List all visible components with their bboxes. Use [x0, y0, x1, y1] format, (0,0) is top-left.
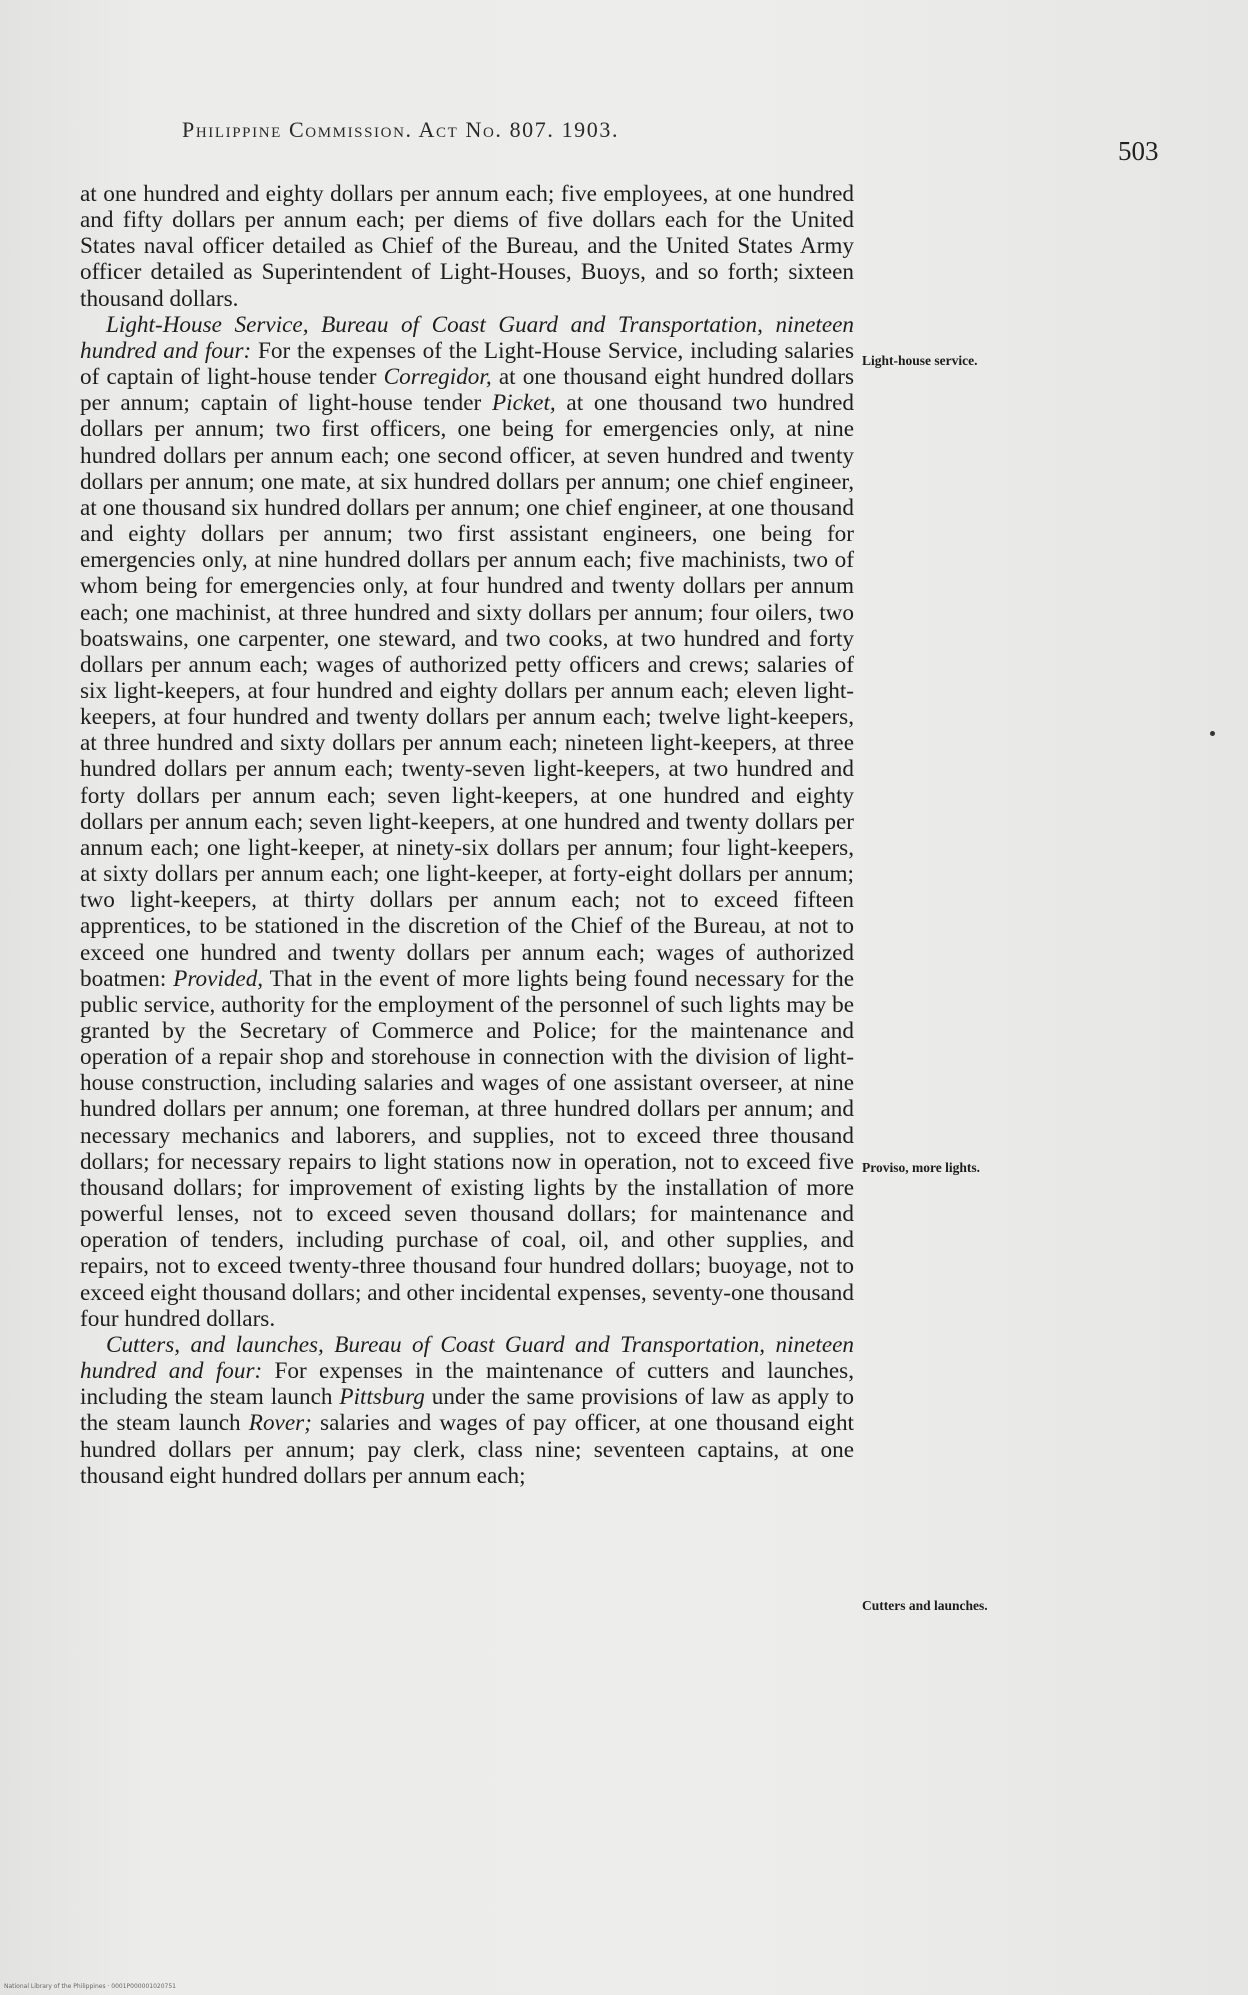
paragraph-text: For the expenses of the Light-House Service, including salaries of captain of light-house tender [80, 337, 854, 391]
paragraph-text: at one hundred and eighty dollars per annum each; five employees, at one hundred and fifty dollars per annum each; per diems of five dollars each for the United States naval officer detailed as Chief of the Bureau, and the United States Army officer detailed as Superintendent of Light-Houses, Buoys, and so forth; sixteen thousand dollars. [80, 181, 854, 312]
proviso-term: Provided, [173, 965, 264, 992]
vessel-name: Rover; [248, 1410, 312, 1437]
vessel-name: Picket, [491, 390, 556, 417]
section-heading: Light-House Service, Bureau of Coast Guard and Transportation, nineteen hundred and four: [80, 311, 854, 364]
paragraph-text: That in the event of more lights being found necessary for the public service, authority for the employment of the personnel of such lights may be granted by the Secretary of Commerce and Police; for the maintenance and operation of a repair shop and storehouse in connection with the division of light-house construction, including salaries and wages of one assistant overseer, at nine hundred dollars per annum; one foreman, at three hundred dollars per annum; and necessary mechanics and laborers, and supplies, not to exceed three thousand dollars; for necessary repairs to light stations now in operation, not to exceed five thousand dollars; for improvement of existing lights by the installation of more powerful lenses, not to exceed seven thousand dollars; for maintenance and operation of tenders, including purchase of coal, oil, and other supplies, and repairs, not to exceed twenty-three thousand four hundred dollars; buoyage, not to exceed eight thousand dollars; and other incidental expenses, seventy-one thousand four hundred dollars. [80, 965, 854, 1332]
paragraph-cutters-launches [80, 1332, 854, 1489]
vessel-name: Pittsburg [339, 1384, 425, 1411]
margin-note-proviso: Proviso, more lights. [862, 1160, 980, 1175]
margin-note-light-house-service: Light-house service. [862, 353, 978, 368]
paragraph-text: under the same provisions of law as apply to the steam launch [80, 1384, 854, 1437]
scan-footer-tag: National Library of the Philippines · 0001P000001020751 [4, 1983, 176, 1990]
paper-speck [1210, 731, 1215, 736]
section-heading: Cutters, and launches, Bureau of Coast Guard and Transportation, nineteen hundred and four: [80, 1331, 854, 1385]
vessel-name: Corregidor, [383, 364, 492, 391]
paragraph-text: For expenses in the maintenance of cutters and launches, including the steam launch [80, 1358, 854, 1411]
paragraph-text: salaries and wages of pay officer, at one thousand eight hundred dollars per annum; pay clerk, class nine; seventeen captains, at one thousand eight hundred dollars per annum each; [80, 1410, 854, 1489]
page-number: 503 [1118, 136, 1159, 166]
paragraph-continuation [80, 181, 854, 312]
running-title: Philippine Commission. Act No. 807. 1903. [182, 117, 620, 142]
paragraph-text: at one thousand two hundred dollars per annum; two first officers, one being for emergencies only, at nine hundred dollars per annum each; one second officer, at seven hundred and twenty dollars per annum; one mate, at six hundred dollars per annum; one chief engineer, at one thousand six hundred dollars per annum; one chief engineer, at one thousand and eighty dollars per annum; two first assistant engineers, one being for emergencies only, at nine hundred dollars per annum each; five machinists, two of whom being for emergencies only, at four hundred and twenty dollars per annum each; one machinist, at three hundred and sixty dollars per annum; four oilers, two boatswains, one carpenter, one steward, and two cooks, at two hundred and forty dollars per annum each; wages of authorized petty officers and crews; salaries of six light-keepers, at four hundred and eighty dollars per annum each; eleven light-keepers, at four hundred and twenty dollars per annum each; twelve light-keepers, at three hundred and sixty dollars per annum each; nineteen light-keepers, at three hundred dollars per annum each; twenty-seven light-keepers, at two hundred and forty dollars per annum each; seven light-keepers, at one hundred and eighty dollars per annum each; seven light-keepers, at one hundred and twenty dollars per annum each; one light-keeper, at ninety-six dollars per annum; four light-keepers, at sixty dollars per annum each; one light-keeper, at forty-eight dollars per annum; two light-keepers, at thirty dollars per annum each; not to exceed fifteen apprentices, to be stationed in the discretion of the Chief of the Bureau, at not to exceed one hundred and twenty dollars per annum each; wages of authorized boatmen: [80, 390, 854, 992]
paragraph-light-house-service [80, 312, 854, 1332]
paragraph-text: at one thousand eight hundred dollars per annum; captain of light-house tender [80, 364, 854, 417]
body-text [80, 181, 854, 1489]
margin-note-cutters-launches: Cutters and launches. [862, 1598, 988, 1613]
